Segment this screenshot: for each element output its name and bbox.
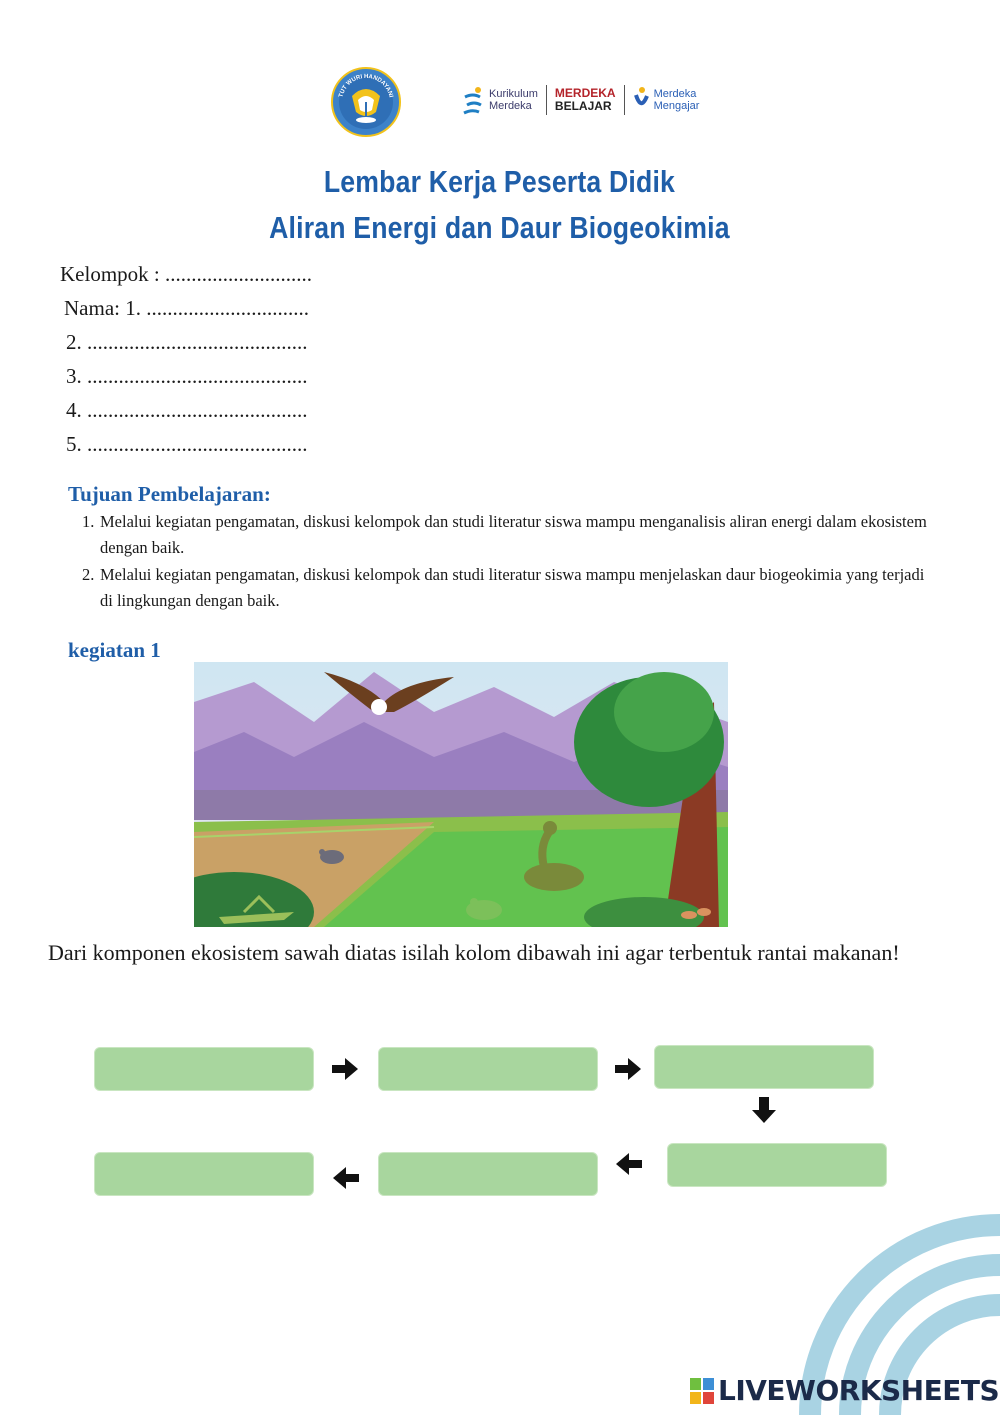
objective-text: Melalui kegiatan pengamatan, diskusi kelompok dan studi literatur siswa mampu menganalisis aliran energi dalam ekosistem dengan baik. [100, 512, 927, 557]
mengajar-figure-icon [633, 85, 649, 115]
liveworksheets-blocks-icon [690, 1378, 714, 1404]
name-field-2: 2. .......................................... [66, 330, 308, 354]
kurikulum-line1: Kurikulum [489, 88, 538, 100]
emblem-text [330, 66, 402, 138]
logo-divider [546, 85, 547, 115]
food-chain-box-3[interactable] [654, 1045, 874, 1089]
merdeka-mengajar-logo [633, 85, 700, 115]
food-chain-box-1[interactable] [94, 1047, 314, 1091]
name-field-1: Nama: 1. ............................... [64, 296, 309, 320]
food-chain-box-4[interactable] [667, 1143, 887, 1187]
kurikulum-merdeka-logo [462, 85, 538, 115]
name-field-5: 5. .......................................... [66, 432, 308, 456]
merdeka-belajar-line1: MERDEKA [554, 86, 616, 100]
mengajar-line1: Merdeka [653, 88, 697, 100]
arrow-right-icon [615, 1058, 641, 1080]
objective-number: 1. [82, 512, 95, 531]
partner-logos [462, 82, 699, 118]
arrow-left-icon [333, 1167, 359, 1189]
logo-divider [624, 85, 625, 115]
learning-objectives-heading: Tujuan Pembelajaran: [68, 482, 271, 506]
group-field: Kelompok : ............................ [60, 262, 312, 286]
food-chain-box-5[interactable] [378, 1152, 598, 1196]
name-field-3: 3. .......................................... [66, 364, 308, 388]
name-field-4: 4. .......................................... [66, 398, 308, 422]
arrow-left-icon [616, 1153, 642, 1175]
arrow-down-icon [752, 1097, 776, 1123]
worksheet-subtitle: Aliran Energi dan Daur Biogeokimia [269, 210, 730, 245]
kurikulum-figure-icon [462, 85, 484, 115]
merdeka-belajar-line2: BELAJAR [554, 99, 612, 113]
food-chain-box-6[interactable] [94, 1152, 314, 1196]
merdeka-belajar-logo [555, 87, 616, 113]
liveworksheets-logo [690, 1374, 999, 1407]
objective-item [82, 562, 932, 614]
liveworksheets-wordmark: LIVEWORKSHEETS [718, 1374, 1000, 1407]
mengajar-line2: Mengajar [653, 100, 700, 112]
kurikulum-line2: Merdeka [489, 100, 532, 112]
worksheet-title: Lembar Kerja Peserta Didik [323, 164, 676, 199]
objective-item [82, 509, 932, 561]
rice-field-ecosystem-illustration [194, 662, 728, 927]
food-chain-instruction: Dari komponen ekosistem sawah diatas isilah kolom dibawah ini agar terbentuk rantai makanan! [48, 940, 900, 965]
activity-heading: kegiatan 1 [68, 638, 161, 662]
objective-text: Melalui kegiatan pengamatan, diskusi kelompok dan studi literatur siswa mampu menjelaskan daur biogeokimia yang terjadi di lingkungan dengan baik. [100, 565, 925, 610]
arrow-right-icon [332, 1058, 358, 1080]
objective-number: 2. [82, 565, 95, 584]
svg-text:TUT WURI HANDAYANI: TUT WURI HANDAYANI [338, 73, 394, 99]
food-chain-box-2[interactable] [378, 1047, 598, 1091]
